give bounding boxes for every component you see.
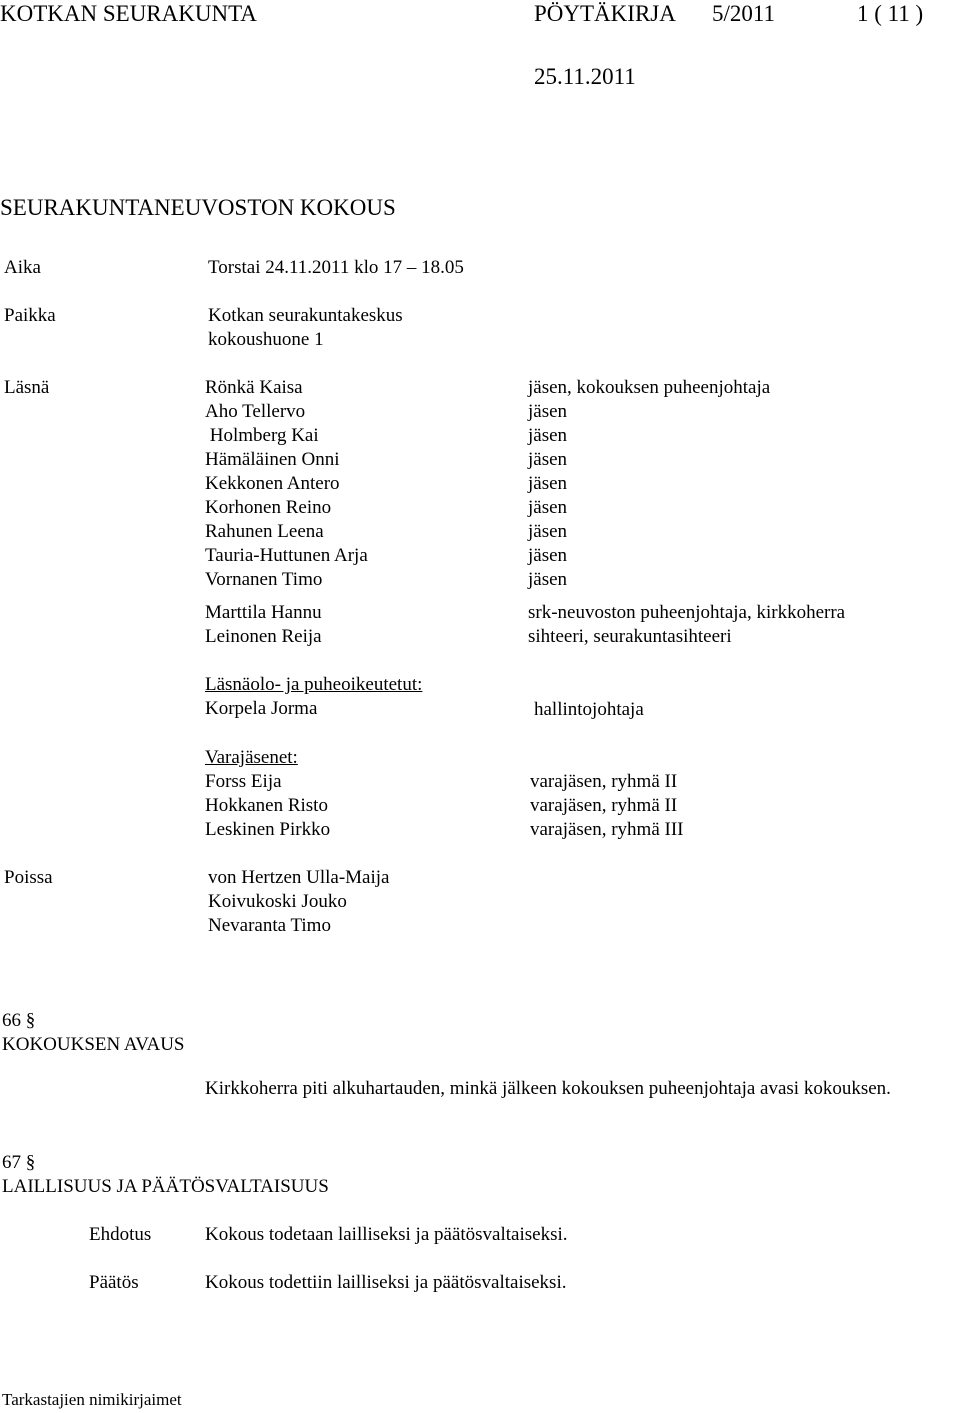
absent-name: Nevaranta Timo bbox=[208, 915, 331, 936]
member-name: Rönkä Kaisa bbox=[205, 377, 303, 398]
ehdotus-text: Kokous todetaan lailliseksi ja päätösvaltaiseksi. bbox=[205, 1224, 568, 1245]
member-role: jäsen bbox=[528, 473, 568, 494]
attendance-role: hallintojohtaja bbox=[534, 699, 644, 720]
deputy-name: Hokkanen Risto bbox=[205, 795, 328, 816]
member-role: jäsen bbox=[528, 449, 568, 470]
member-role: jäsen bbox=[528, 497, 568, 518]
footer-initials-label: Tarkastajien nimikirjaimet bbox=[2, 1390, 182, 1409]
member-role: jäsen bbox=[528, 401, 568, 422]
other-attendee-name: Marttila Hannu bbox=[205, 602, 322, 623]
section-67-heading: LAILLISUUS JA PÄÄTÖSVALTAISUUS bbox=[2, 1176, 329, 1197]
paikka-line: Kotkan seurakuntakeskus bbox=[208, 305, 403, 326]
member-name: Aho Tellervo bbox=[205, 401, 306, 422]
section-66-text: Kirkkoherra piti alkuhartauden, minkä jälkeen kokouksen puheenjohtaja avasi kokouksen. bbox=[205, 1078, 891, 1099]
absent-name: Koivukoski Jouko bbox=[208, 891, 347, 912]
paikka-line: kokoushuone 1 bbox=[208, 329, 324, 350]
member-name: Tauria-Huttunen Arja bbox=[205, 545, 368, 566]
deputy-role: varajäsen, ryhmä III bbox=[530, 819, 684, 840]
member-name: Korhonen Reino bbox=[205, 497, 332, 518]
deputy-role: varajäsen, ryhmä II bbox=[530, 771, 678, 792]
attendance-name: Korpela Jorma bbox=[205, 698, 318, 719]
page-number: 1 ( 11 ) bbox=[857, 1, 924, 26]
paatos-text: Kokous todettiin lailliseksi ja päätösvaltaiseksi. bbox=[205, 1272, 567, 1293]
deputies-heading: Varajäsenet: bbox=[205, 747, 298, 768]
other-attendee-name: Leinonen Reija bbox=[205, 626, 322, 647]
document-type: PÖYTÄKIRJA bbox=[534, 1, 676, 26]
org-name: KOTKAN SEURAKUNTA bbox=[0, 1, 257, 26]
member-role: jäsen bbox=[528, 569, 568, 590]
member-name: Rahunen Leena bbox=[205, 521, 324, 542]
member-role: jäsen, kokouksen puheenjohtaja bbox=[528, 377, 771, 398]
other-attendee-role: srk-neuvoston puheenjohtaja, kirkkoherra bbox=[528, 602, 846, 623]
poissa-label: Poissa bbox=[4, 867, 53, 888]
document-date: 25.11.2011 bbox=[534, 64, 636, 89]
section-67-number: 67 § bbox=[2, 1152, 36, 1173]
aika-label: Aika bbox=[4, 257, 41, 278]
member-name: Vornanen Timo bbox=[205, 569, 323, 590]
paikka-label: Paikka bbox=[4, 305, 56, 326]
lasna-label: Läsnä bbox=[4, 377, 50, 398]
other-attendee-role: sihteeri, seurakuntasihteeri bbox=[528, 626, 732, 647]
paatos-label: Päätös bbox=[89, 1272, 139, 1293]
member-role: jäsen bbox=[528, 545, 568, 566]
aika-value: Torstai 24.11.2011 klo 17 – 18.05 bbox=[208, 257, 464, 278]
absent-name: von Hertzen Ulla-Maija bbox=[208, 867, 390, 888]
ehdotus-label: Ehdotus bbox=[89, 1224, 152, 1245]
member-role: jäsen bbox=[528, 521, 568, 542]
deputy-name: Forss Eija bbox=[205, 771, 282, 792]
page-title: SEURAKUNTANEUVOSTON KOKOUS bbox=[0, 195, 396, 220]
attendance-heading: Läsnäolo- ja puheoikeutetut: bbox=[205, 674, 423, 695]
deputy-name: Leskinen Pirkko bbox=[205, 819, 331, 840]
member-name: Kekkonen Antero bbox=[205, 473, 340, 494]
section-66-number: 66 § bbox=[2, 1010, 36, 1031]
member-role: jäsen bbox=[528, 425, 568, 446]
member-name: Holmberg Kai bbox=[205, 425, 319, 446]
member-name: Hämäläinen Onni bbox=[205, 449, 340, 470]
deputy-role: varajäsen, ryhmä II bbox=[530, 795, 678, 816]
section-66-heading: KOKOUKSEN AVAUS bbox=[2, 1034, 185, 1055]
document-number: 5/2011 bbox=[712, 1, 776, 26]
